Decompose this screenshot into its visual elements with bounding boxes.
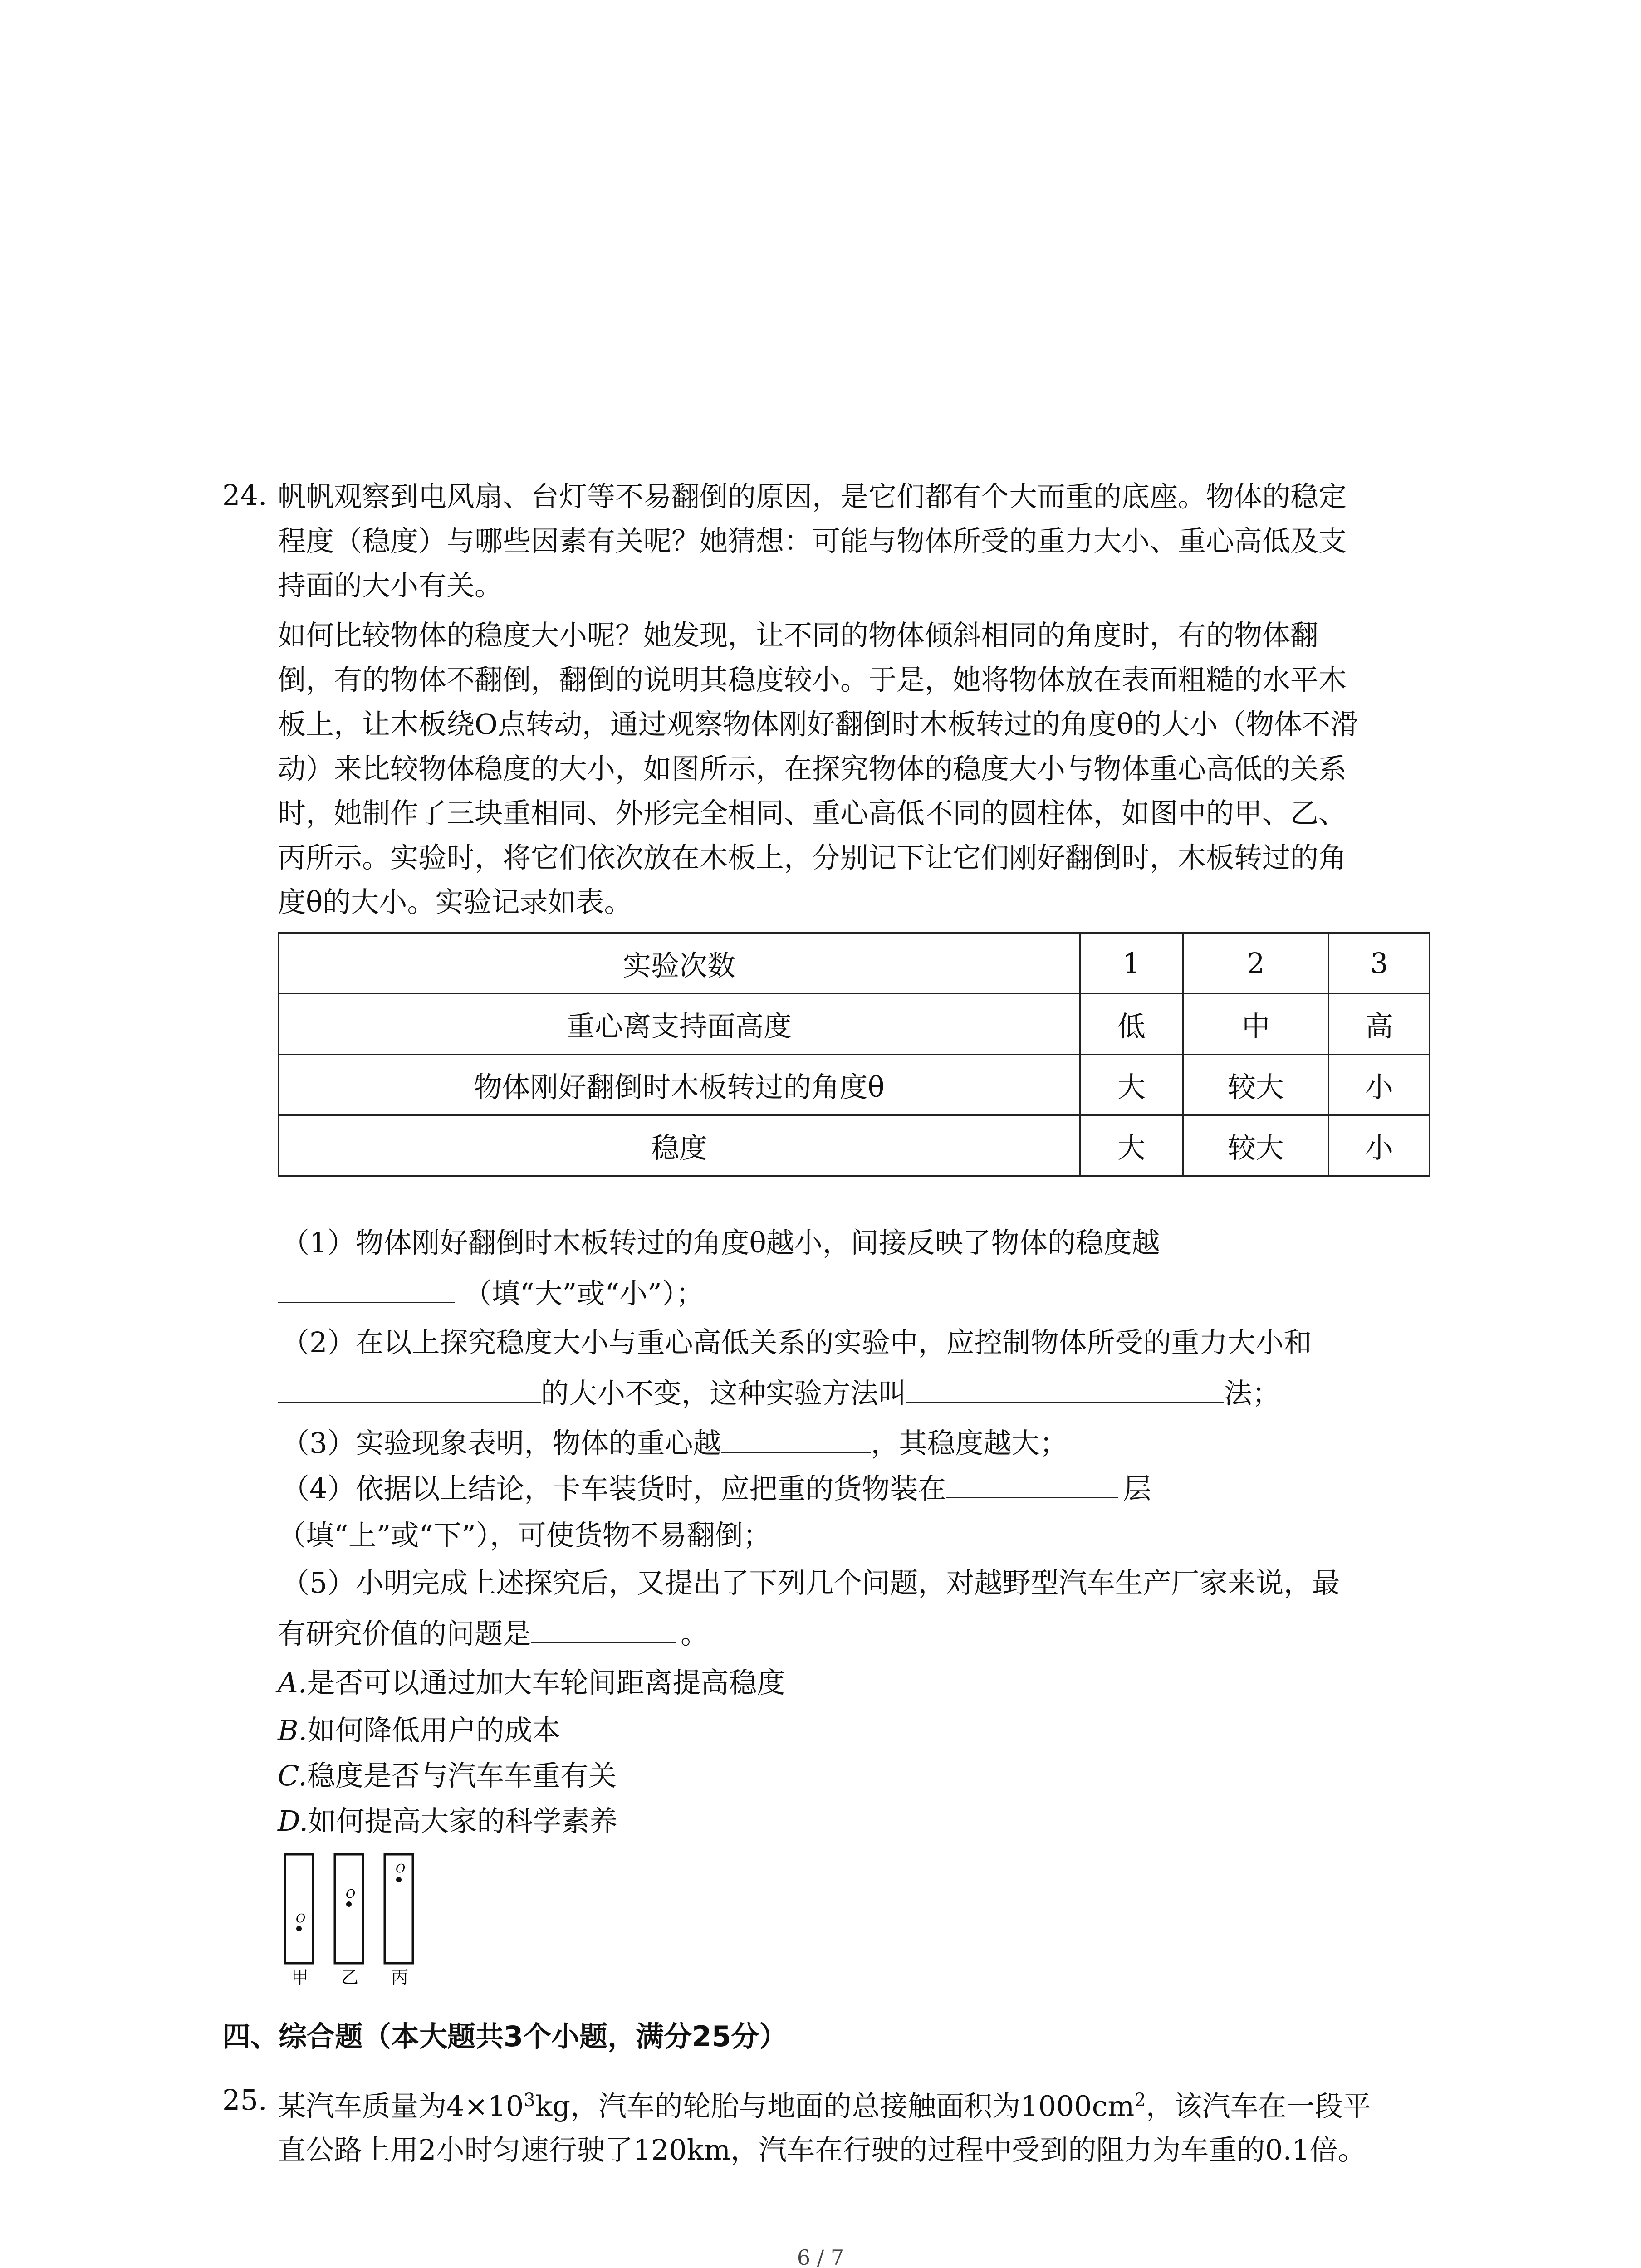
cylinders-figure	[281, 1851, 426, 1987]
point-o-label: O	[296, 1912, 306, 1926]
sub-question-5: （5）小明完成上述探究后，又提出了下列几个问题，对越野型汽车生产厂家来说，最	[281, 1566, 1340, 1599]
option-a: A.是否可以通过加大车轮间距离提高稳度	[278, 1666, 785, 1699]
experiment-table	[278, 932, 1430, 1177]
question-25-number: 25.	[222, 2083, 267, 2116]
paragraph-line: 板上，让木板绕O点转动，通过观察物体刚好翻倒时木板转过的角度θ的大小（物体不滑	[278, 708, 1359, 741]
sub-question-text: 的大小不变，这种实验方法叫	[541, 1377, 907, 1410]
point-o-label: O	[346, 1887, 356, 1901]
paragraph-line: 如何比较物体的稳度大小呢？她发现，让不同的物体倾斜相同的角度时，有的物体翻	[278, 619, 1319, 652]
option-b: B.如何降低用户的成本	[278, 1714, 561, 1747]
table-cell: 大	[1080, 1115, 1183, 1176]
answer-blank[interactable]	[278, 1275, 455, 1303]
sub-question-text: ，其稳度越大；	[871, 1427, 1068, 1460]
table-cell: 中	[1183, 994, 1329, 1055]
center-of-gravity-dot	[296, 1926, 302, 1931]
figure-label-jia: 甲	[291, 1967, 309, 1987]
sub-question-text: （3）实验现象表明，物体的重心越	[281, 1427, 721, 1460]
answer-blank[interactable]	[906, 1374, 1224, 1403]
paragraph-line: 时，她制作了三块重相同、外形完全相同、重心高低不同的圆柱体，如图中的甲、乙、	[278, 797, 1347, 830]
point-o-label: O	[396, 1862, 406, 1876]
sub-question-4	[281, 1470, 1151, 1507]
question-25-line-1: 某汽车质量为$4\times 10^3kg$，汽车的轮胎与地面的总接触面积为$1000cm^2$，该汽车在一段平	[278, 2089, 1371, 2123]
sub-question-2: （2）在以上探究稳度大小与重心高低关系的实验中，应控制物体所受的重力大小和	[281, 1326, 1312, 1359]
paragraph-line: 倒，有的物体不翻倒，翻倒的说明其稳度较小。于是，她将物体放在表面粗糙的水平木	[278, 663, 1347, 696]
paragraph-line: 丙所示。实验时，将它们依次放在木板上，分别记下让它们刚好翻倒时，木板转过的角	[278, 841, 1347, 874]
table-row	[279, 933, 1430, 994]
paragraph-line: 帆帆观察到电风扇、台灯等不易翻倒的原因，是它们都有个大而重的底座。物体的稳定	[278, 480, 1347, 513]
table-cell: 实验次数	[279, 933, 1080, 994]
figure-label-bing: 丙	[391, 1967, 409, 1987]
answer-blank[interactable]	[721, 1424, 871, 1453]
figure-label-yi: 乙	[341, 1967, 359, 1987]
paragraph-line: 动）来比较物体稳度的大小，如图所示，在探究物体的稳度大小与物体重心高低的关系	[278, 752, 1347, 785]
sub-question-text: 层	[1123, 1472, 1151, 1505]
section-heading: 四、综合题（本大题共3个小题，满分25分）	[222, 2020, 788, 2053]
sub-question-text: 。	[681, 1617, 709, 1650]
table-cell: 1	[1080, 933, 1183, 994]
answer-blank[interactable]	[278, 1374, 541, 1403]
answer-blank[interactable]	[946, 1470, 1118, 1498]
table-cell: 较大	[1183, 1115, 1329, 1176]
sub-question-text: 法；	[1224, 1377, 1281, 1410]
answer-blank[interactable]	[531, 1615, 676, 1643]
table-cell: 2	[1183, 933, 1329, 994]
paragraph-line: 持面的大小有关。	[278, 569, 503, 602]
question-25-line-2: 直公路上用2小时匀速行驶了120km，汽车在行驶的过程中受到的阻力为车重的0.1倍。	[278, 2133, 1366, 2166]
cylinder-yi	[335, 1854, 363, 1963]
table-cell: 小	[1329, 1055, 1430, 1115]
table-cell: 3	[1329, 933, 1430, 994]
table-cell: 高	[1329, 994, 1430, 1055]
sub-question-4-cont: （填“上”或“下”），可使货物不易翻倒；	[278, 1519, 771, 1552]
table-row	[279, 1055, 1430, 1115]
sub-question-1-cont	[278, 1275, 704, 1312]
paragraph-line: 度θ的大小。实验记录如表。	[278, 885, 632, 919]
table-cell: 大	[1080, 1055, 1183, 1115]
sub-question-3	[281, 1424, 1068, 1461]
option-d: D.如何提高大家的科学素养	[278, 1804, 618, 1838]
table-row	[279, 1115, 1430, 1176]
table-cell: 稳度	[279, 1115, 1080, 1176]
table-cell: 物体刚好翻倒时木板转过的角度θ	[279, 1055, 1080, 1115]
sub-question-text: （填“大”或“小”）；	[464, 1277, 704, 1310]
table-cell: 低	[1080, 994, 1183, 1055]
sub-question-text: （4）依据以上结论，卡车装货时，应把重的货物装在	[281, 1472, 946, 1505]
page-number: 6 / 7	[797, 2245, 844, 2268]
sub-question-1: （1）物体刚好翻倒时木板转过的角度θ越小，间接反映了物体的稳度越	[281, 1226, 1160, 1259]
sub-question-2-cont	[278, 1374, 1280, 1412]
center-of-gravity-dot	[346, 1901, 352, 1907]
cylinder-jia	[285, 1854, 313, 1963]
table-cell: 较大	[1183, 1055, 1329, 1115]
sub-question-text: 有研究价值的问题是	[278, 1617, 531, 1650]
question-number: 24.	[222, 479, 267, 512]
sub-question-5-cont	[278, 1615, 709, 1652]
table-cell: 小	[1329, 1115, 1430, 1176]
table-cell: 重心离支持面高度	[279, 994, 1080, 1055]
option-c: C.稳度是否与汽车车重有关	[278, 1759, 617, 1792]
table-row	[279, 994, 1430, 1055]
center-of-gravity-dot	[396, 1877, 402, 1882]
paragraph-line: 程度（稳度）与哪些因素有关呢？她猜想：可能与物体所受的重力大小、重心高低及支	[278, 524, 1347, 557]
